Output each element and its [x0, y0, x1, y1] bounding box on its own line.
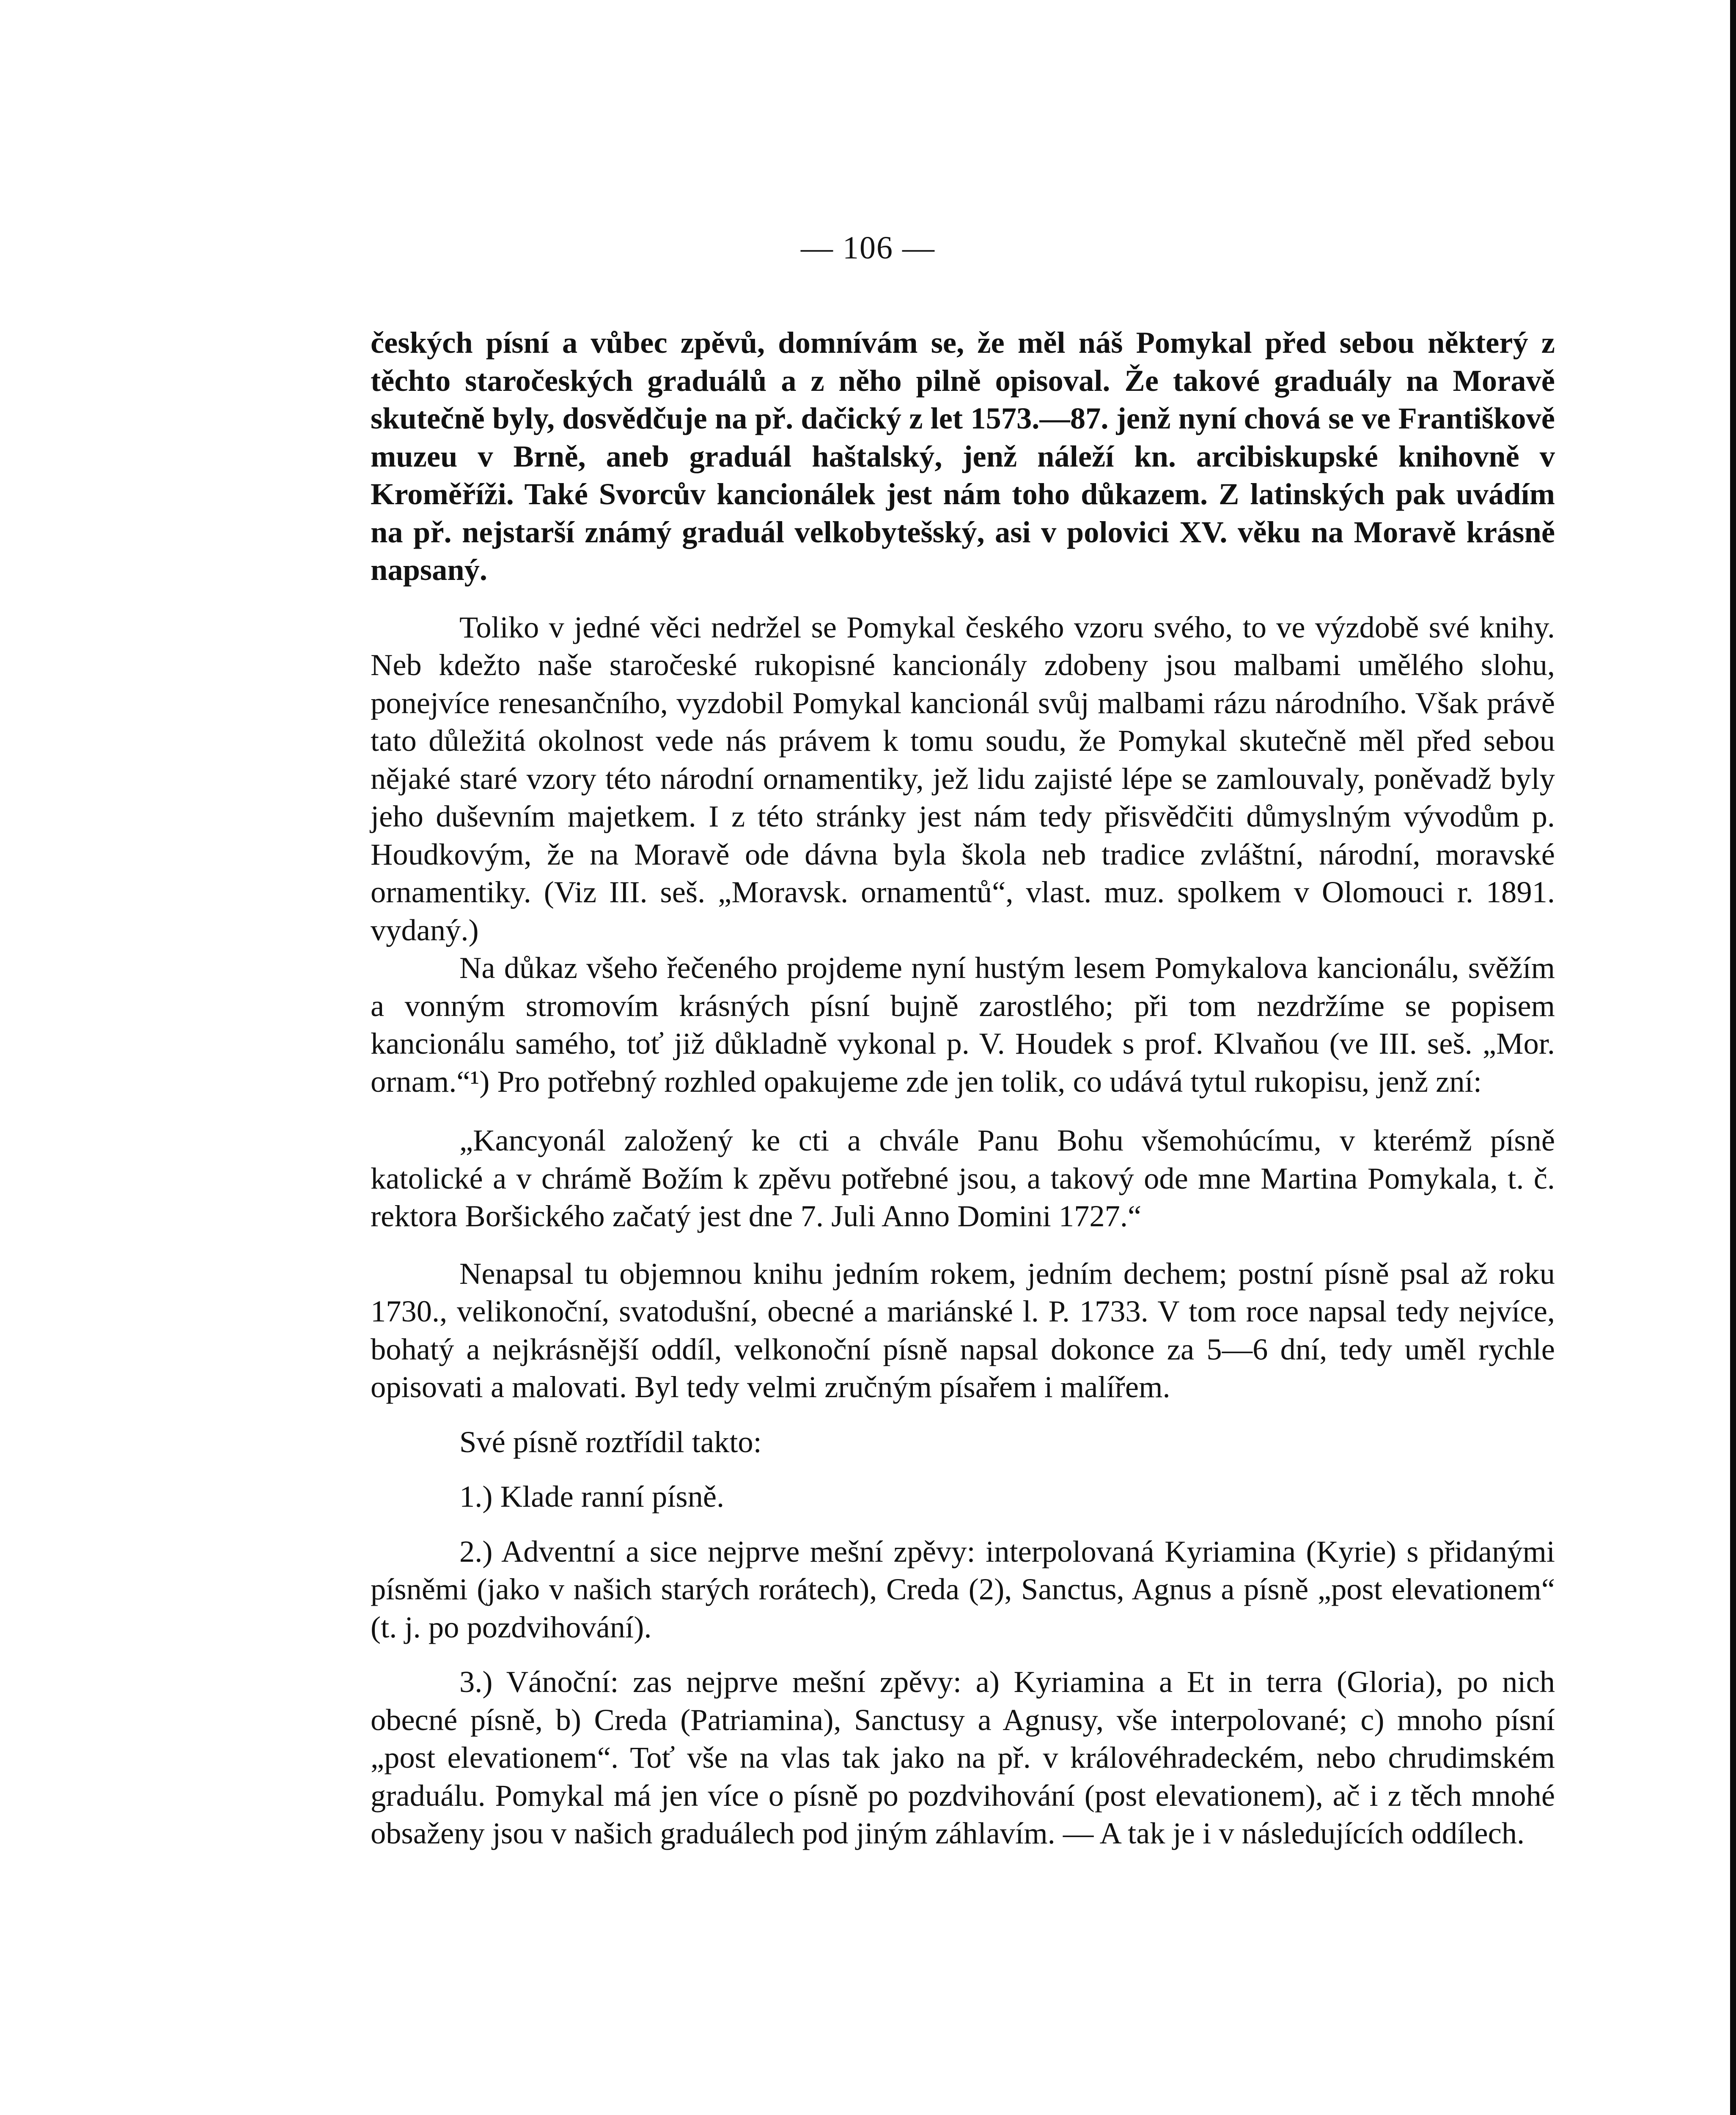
main-text [371, 324, 1555, 1852]
list-item-1: 1.) Klade ranní písně. [459, 1479, 725, 1513]
paragraph-1: českých písní a vůbec zpěvů, domnívám se, že měl náš Pomykal před sebou některý z těchto staročeských graduálů a z něho pilně opisoval. Že takové graduály na Moravě skutečně byly, dosvědčuje na př. dačický z let 1573.—87. jenž nyní chová se ve Františkově muzeu v Brně, aneb graduál haštalský, jenž náleží kn. arcibiskupské knihovně v Kroměříži. Také Svorcův kancionálek jest nám toho důkazem. Z latinských pak uvádím na př. nejstarší známý graduál velkobytešský, asi v polovici XV. věku na Moravě krásně napsaný. [371, 325, 1555, 587]
title-quote: „Kancyonál založený ke cti a chvále Panu Bohu všemohúcímu, v kterémž písně katolické a v chrámě Božím k zpěvu potřebné jsou, a takový ode mne Martina Pomykala, t. č. rektora Boršického začatý jest dne 7. Juli Anno Domini 1727.“ [371, 1123, 1555, 1233]
paragraph-4: Nenapsal tu objemnou knihu jedním rokem, jedním dechem; postní písně psal až roku 1730., velikonoční, svatodušní, obecné a mariánské l. P. 1733. V tom roce napsal tedy nejvíce, bohatý a nejkrásnější oddíl, velkonoční písně napsal dokonce za 5—6 dní, tedy uměl rychle opisovati a malovati. Byl tedy velmi zručným písařem i malířem. [371, 1256, 1555, 1404]
list-item-3: 3.) Vánoční: zas nejprve mešní zpěvy: a) Kyriamina a Et in terra (Gloria), po nich obecné písně, b) Creda (Patriamina), Sanctusy a Agnusy, vše interpolované; c) mnoho písní „post elevationem“. Toť vše na vlas tak jako na př. v královéhradeckém, nebo chrudimském graduálu. Pomykal má jen více o písně po pozdvihování (post elevationem), ač i z těch mnohé obsaženy jsou v našich graduálech pod jiným záhlavím. — A tak je i v následujících oddílech. [371, 1665, 1555, 1850]
scan-border-right [1730, 0, 1736, 2115]
paragraph-2: Toliko v jedné věci nedržel se Pomykal českého vzoru svého, to ve výzdobě své knihy. Neb kdežto naše staročeské rukopisné kancionály zdobeny jsou malbami umělého slohu, ponejvíce renesančního, vyzdobil Pomykal kancionál svůj malbami rázu národního. Však právě tato důležitá okolnost vede nás právem k tomu soudu, že Pomykal skutečně měl před sebou nějaké staré vzory této národní ornamentiky, jež lidu zajisté lépe se zamlouvaly, poněvadž byly jeho duševním majetkem. I z této stránky jest nám tedy přisvědčiti důmyslným vývodům p. Houdkovým, že na Moravě ode dávna byla škola neb tradice zvláštní, národní, moravské ornamentiky. (Viz III. seš. „Moravsk. ornamentů“, vlast. muz. spolkem v Olomouci r. 1891. vydaný.) [371, 610, 1555, 947]
paragraph-5: Své písně roztřídil takto: [459, 1424, 762, 1459]
paragraph-3: Na důkaz všeho řečeného projdeme nyní hustým lesem Pomykalova kancionálu, svěžím a vonným stromovím krásných písní bujně zarostlého; při tom nezdržíme se popisem kancionálu samého, toť již důkladně vykonal p. V. Houdek s prof. Klvaňou (ve III. seš. „Mor. ornam.“¹) Pro potřebný rozhled opakujeme zde jen tolik, co udává tytul rukopisu, jenž zní: [371, 950, 1555, 1099]
list-item-2: 2.) Adventní a sice nejprve mešní zpěvy: interpolovaná Kyriamina (Kyrie) s přidanými písněmi (jako v našich starých rorátech), Creda (2), Sanctus, Agnus a písně „post elevationem“ (t. j. po pozdvihování). [371, 1534, 1555, 1644]
page-number: — 106 — [801, 230, 935, 266]
